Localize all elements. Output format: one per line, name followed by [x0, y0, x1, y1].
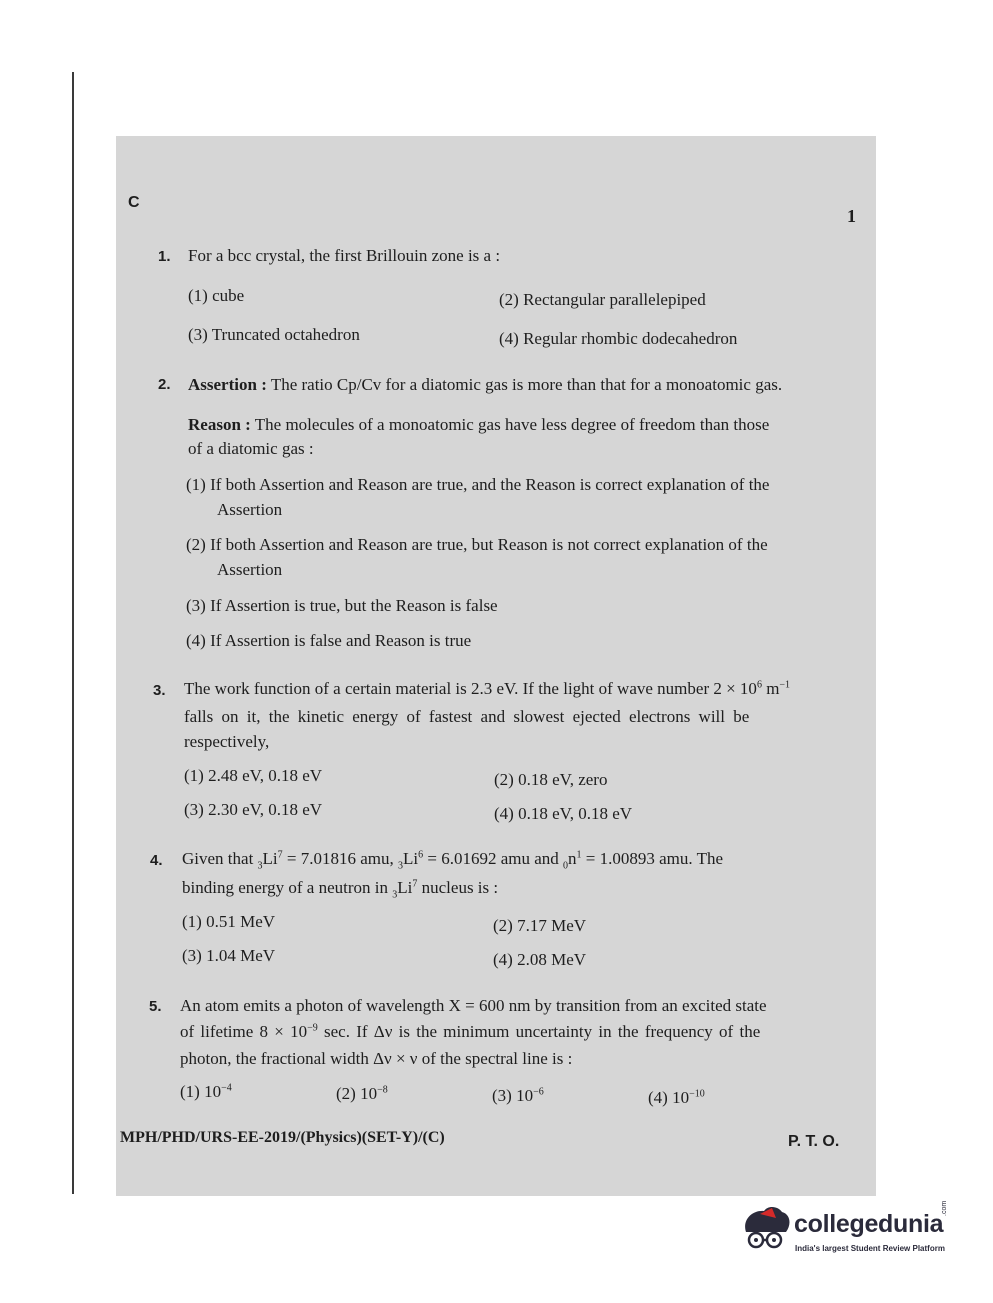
option-3: (3) If Assertion is true, but the Reason is false — [186, 596, 498, 615]
reason-text-continued: of a diatomic gas : — [188, 439, 314, 458]
option-label: (1) 10 — [180, 1082, 222, 1101]
option-2: (2) 0.18 eV, zero — [494, 770, 608, 789]
exponent: −9 — [307, 1022, 318, 1034]
option-label: (3) 10 — [492, 1086, 534, 1105]
option-4: (4) 0.18 eV, 0.18 eV — [494, 804, 633, 823]
li-symbol: Li — [397, 878, 413, 897]
reason-label: Reason : — [188, 415, 251, 434]
option-label: (4) 10 — [648, 1088, 690, 1107]
text: The work function of a certain material is 2.3 eV. If the light of wave number 2 × 10 — [184, 679, 757, 698]
li6-atomic-number: 3 — [398, 860, 404, 872]
question-text-line-2: falls on it, the kinetic energy of fastest and slowest ejected electrons will be — [184, 707, 750, 726]
question-text-line-3: respectively, — [184, 732, 270, 751]
option-4: (4) Regular rhombic dodecahedron — [499, 329, 738, 348]
option-2: (2) If both Assertion and Reason are true, but Reason is not correct explanation of the — [186, 535, 768, 554]
unit-exponent: −1 — [779, 679, 791, 691]
option-4 — [648, 1088, 705, 1108]
option-2-continued: Assertion — [217, 560, 283, 579]
li-mass-number: 7 — [412, 878, 418, 890]
neutron-superscript: 1 — [576, 849, 582, 861]
option-exponent: −8 — [377, 1084, 388, 1096]
assertion-label: Assertion : — [188, 375, 267, 394]
assertion-text: The ratio Cp/Cv for a diatomic gas is more than that for a monoatomic gas. — [270, 375, 783, 394]
li6-symbol: Li — [403, 849, 419, 868]
option-2: (2) Rectangular parallelepiped — [499, 290, 706, 309]
logo-com: .com — [941, 1200, 948, 1216]
option-3: (3) 2.30 eV, 0.18 eV — [184, 800, 323, 819]
neutron-symbol: n — [568, 849, 577, 868]
question-text-line-1: An atom emits a photon of wavelength X = 600 nm by transition from an excited state — [180, 996, 767, 1015]
given-text: Given that — [182, 849, 254, 868]
question-number: 3. — [153, 682, 166, 699]
question-text-line-2 — [180, 1022, 760, 1042]
option-exponent: −10 — [689, 1088, 705, 1100]
option-4: (4) If Assertion is false and Reason is true — [186, 631, 472, 650]
question-text-line-1 — [184, 679, 790, 699]
reason-text: The molecules of a monoatomic gas have less degree of freedom than those — [254, 415, 770, 434]
option-3 — [492, 1086, 544, 1106]
li6-mass: = 6.01692 amu and — [423, 849, 559, 868]
assertion-line — [188, 375, 782, 395]
scanned-page — [116, 136, 876, 1196]
option-1 — [180, 1082, 232, 1102]
question-number: 4. — [150, 852, 163, 869]
neutron-subscript: 0 — [563, 860, 569, 872]
text: binding energy of a neutron in — [182, 878, 389, 897]
li7-mass: = 7.01816 amu, — [282, 849, 394, 868]
set-letter: C — [128, 194, 140, 211]
option-1: (1) cube — [188, 286, 245, 305]
question-number: 1. — [158, 248, 171, 265]
option-1: (1) 0.51 MeV — [182, 912, 276, 931]
li7-mass-number: 7 — [277, 849, 283, 861]
question-number: 2. — [158, 376, 171, 393]
option-exponent: −6 — [533, 1086, 544, 1098]
pto-label: P. T. O. — [788, 1133, 840, 1150]
option-1: (1) 2.48 eV, 0.18 eV — [184, 766, 323, 785]
text-end: nucleus is : — [417, 878, 499, 897]
question-text-line-1 — [182, 849, 723, 871]
logo-tagline: India's largest Student Review Platform — [795, 1244, 945, 1253]
option-2: (2) 7.17 MeV — [493, 916, 587, 935]
option-3: (3) Truncated octahedron — [188, 325, 360, 344]
margin-line — [72, 72, 74, 1194]
mascot-icon — [738, 1202, 794, 1260]
li6-mass-number: 6 — [418, 849, 424, 861]
li-atomic-number: 3 — [392, 889, 398, 901]
question-text-line-3: photon, the fractional width Δν × ν of the spectral line is : — [180, 1049, 573, 1068]
question-text-line-2 — [182, 878, 498, 900]
li7-atomic-number: 3 — [257, 860, 263, 872]
option-exponent: −4 — [221, 1082, 232, 1094]
text-end: sec. If Δν is the minimum uncertainty in the frequency of the — [317, 1022, 761, 1041]
option-1-continued: Assertion — [217, 500, 283, 519]
li7-symbol: Li — [262, 849, 278, 868]
option-3: (3) 1.04 MeV — [182, 946, 276, 965]
logo-name: collegedunia — [794, 1210, 944, 1238]
reason-line — [188, 415, 769, 435]
exam-code: MPH/PHD/URS-EE-2019/(Physics)(SET-Y)/(C) — [120, 1129, 445, 1146]
question-text: For a bcc crystal, the first Brillouin zone is a : — [188, 246, 501, 265]
collegedunia-logo — [738, 1202, 968, 1266]
question-number: 5. — [149, 998, 162, 1015]
option-1: (1) If both Assertion and Reason are true, and the Reason is correct explanation of the — [186, 475, 770, 494]
exponent: 6 — [756, 679, 762, 691]
option-2 — [336, 1084, 388, 1104]
text: of lifetime 8 × 10 — [180, 1022, 308, 1041]
unit: m — [761, 679, 780, 698]
page-number: 1 — [847, 206, 856, 226]
neutron-mass: = 1.00893 amu. The — [581, 849, 724, 868]
option-label: (2) 10 — [336, 1084, 378, 1103]
option-4: (4) 2.08 MeV — [493, 950, 587, 969]
